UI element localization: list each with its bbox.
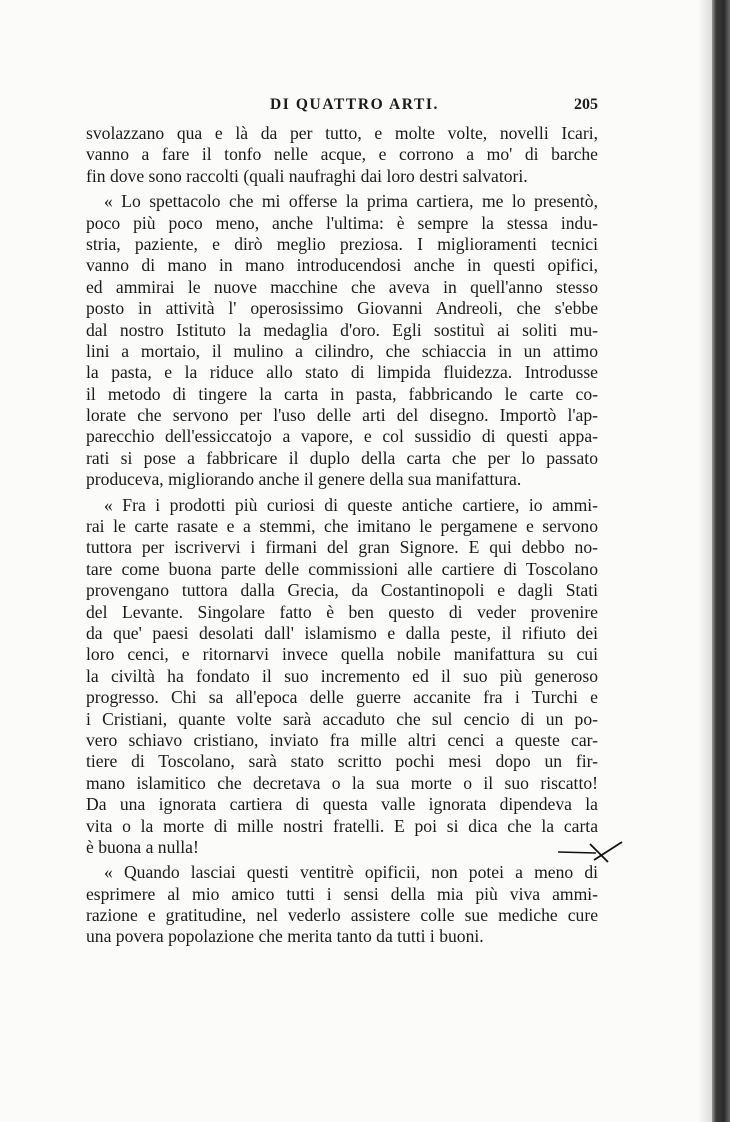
text-line: esprimere al mio amico tutti i sensi della mia più viva ammi-: [86, 883, 598, 904]
paragraph: [86, 123, 598, 187]
book-spine: [712, 0, 730, 1122]
text-line: da que' paesi desolati dall' islamismo e dalla peste, il rifiuto dei: [86, 622, 598, 643]
text-line: Da una ignorata cartiera di questa valle ignorata dipendeva la: [86, 794, 598, 815]
page-header: [86, 96, 598, 120]
paragraph: [86, 495, 598, 859]
text-line: posto in attività l' operosissimo Giovanni Andreoli, che s'ebbe: [86, 298, 598, 319]
text-line: poco più poco meno, anche l'ultima: è sempre la stessa indu-: [86, 212, 598, 233]
text-line: dal nostro Istituto la medaglia d'oro. Egli sostituì ai soliti mu-: [86, 319, 598, 340]
running-head: DI QUATTRO ARTI.: [270, 96, 440, 113]
text-line: rai le carte rasate e a stemmi, che imitano le pergamene e servono: [86, 516, 598, 537]
text-line: « Lo spettacolo che mi offerse la prima cartiera, me lo presentò,: [104, 191, 598, 212]
text-line: vero schiavo cristiano, inviato fra mille altri cenci a queste car-: [86, 729, 598, 750]
text-line: tiere di Toscolano, sarà stato scritto pochi mesi dopo un fir-: [86, 751, 598, 772]
text-line: i Cristiani, quante volte sarà accaduto che sul cencio di un po-: [86, 708, 598, 729]
text-line: la pasta, e la riduce allo stato di limpida fluidezza. Introdusse: [86, 362, 598, 383]
text-line: mano islamitico che decretava o la sua morte o il suo riscatto!: [86, 772, 598, 793]
text-line: svolazzano qua e là da per tutto, e molte volte, novelli Icari,: [86, 123, 598, 143]
text-line: provengano tuttora dalla Grecia, da Costantinopoli e dagli Stati: [86, 580, 598, 601]
text-line: tuttora per iscrivervi i firmani del gran Signore. E qui debbo no-: [86, 537, 598, 558]
text-line: è buona a nulla!: [86, 836, 199, 857]
text-line: rati si pose a fabbricare il duplo della carta che per lo passato: [86, 447, 598, 468]
body-text: [86, 123, 598, 948]
text-line: la civiltà ha fondato il suo incremento ed il suo più generoso: [86, 665, 598, 686]
gutter-shadow: [698, 0, 712, 1122]
text-line: ed ammirai le nuove macchine che aveva in quell'anno stesso: [86, 276, 598, 297]
text-line: vanno a fare il tonfo nelle acque, e corrono a mo' di barche: [86, 144, 598, 165]
paragraph: [86, 191, 598, 490]
text-line: loro cenci, e ritornarvi invece quella nobile manifattura su cui: [86, 644, 598, 665]
text-line: lorate che servono per l'uso delle arti del disegno. Importò l'ap-: [86, 405, 598, 426]
text-line: produceva, migliorando anche il genere della sua manifattura.: [86, 469, 522, 490]
text-line: una povera popolazione che merita tanto da tutti i buoni.: [86, 926, 484, 947]
text-line: razione e gratitudine, nel vederlo assistere colle sue mediche cure: [86, 905, 598, 926]
text-line: fin dove sono raccolti (quali naufraghi dai loro destri salvatori.: [86, 165, 528, 186]
text-line: vita o la morte di mille nostri fratelli. E poi si dica che la carta: [86, 815, 598, 836]
text-line: « Fra i prodotti più curiosi di queste antiche cartiere, io ammi-: [104, 494, 598, 515]
text-line: del Levante. Singolare fatto è ben questo di veder provenire: [86, 601, 598, 622]
text-line: il metodo di tingere la carta in pasta, fabbricando le carte co-: [86, 383, 598, 404]
text-line: stria, paziente, e dirò meglio preziosa. I miglioramenti tecnici: [86, 233, 598, 254]
text-line: progresso. Chi sa all'epoca delle guerre accanite fra i Turchi e: [86, 687, 598, 708]
page-number: 205: [574, 96, 598, 113]
text-line: vanno di mano in mano introducendosi anche in questi opifici,: [86, 255, 598, 276]
text-line: parecchio dell'essiccatojo a vapore, e col sussidio di questi appa-: [86, 426, 598, 447]
text-line: « Quando lasciai questi ventitrè opificii, non potei a meno di: [104, 862, 598, 883]
paragraph: [86, 862, 598, 948]
text-line: lini a mortaio, il mulino a cilindro, che schiaccia in un attimo: [86, 340, 598, 361]
text-line: tare come buona parte delle commissioni alle cartiere di Toscolano: [86, 558, 598, 579]
handwritten-pen-mark: [556, 838, 628, 868]
